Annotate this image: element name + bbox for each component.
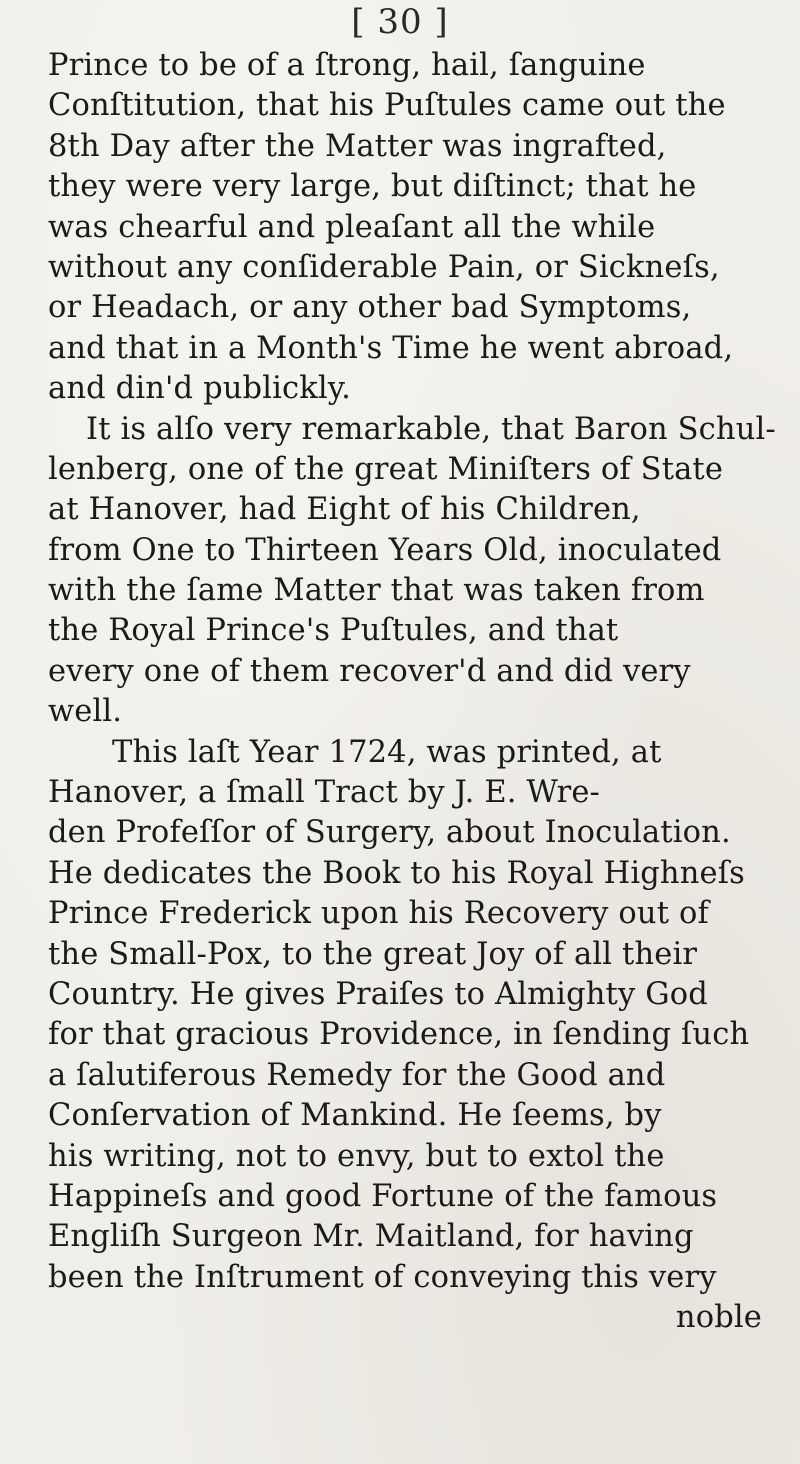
text-line: was chearful and pleaſant all the while	[48, 209, 656, 245]
text-line: from One to Thirteen Years Old, inoculated	[48, 532, 722, 568]
text-line: with the ſame Matter that was taken from	[48, 573, 705, 609]
body-text	[48, 46, 788, 1339]
catchword: noble	[675, 1300, 762, 1336]
text-line: lenberg, one of the great Miniſters of State	[48, 451, 724, 487]
text-line: He dedicates the Book to his Royal Highneſs	[48, 855, 745, 891]
text-line: Hanover, a ſmall Tract by J. E. Wre-	[48, 775, 600, 811]
text-line: Prince to be of a ſtrong, hail, ſanguine	[48, 48, 646, 83]
text-line: Happineſs and good Fortune of the famous	[48, 1178, 718, 1214]
text-line: This laſt Year 1724, was printed, at	[112, 734, 662, 770]
page-number: [ 30 ]	[351, 2, 449, 42]
text-line: they were very large, but diſtinct; that he	[48, 169, 697, 205]
text-line: the Royal Prince's Puſtules, and that	[48, 613, 619, 649]
text-line: well.	[48, 694, 123, 730]
text-line: Country. He gives Praiſes to Almighty God	[48, 976, 708, 1012]
text-line: or Headach, or any other bad Symptoms,	[48, 290, 692, 326]
text-line: a ſalutiferous Remedy for the Good and	[48, 1057, 666, 1093]
text-line: Prince Frederick upon his Recovery out of	[48, 896, 709, 932]
text-line: been the Inſtrument of conveying this very	[48, 1259, 717, 1295]
text-line: den Profeſſor of Surgery, about Inoculation.	[48, 815, 731, 851]
text-line: for that gracious Providence, in ſending ſuch	[48, 1017, 750, 1053]
text-line: 8th Day after the Matter was ingrafted,	[48, 128, 667, 164]
text-line: every one of them recover'd and did very	[48, 653, 691, 689]
text-line: Conſtitution, that his Puſtules came out the	[48, 88, 726, 124]
text-line: his writing, not to envy, but to extol the	[48, 1138, 665, 1174]
text-line: the Small-Pox, to the great Joy of all their	[48, 936, 698, 972]
text-line: It is alſo very remarkable, that Baron Schul-	[86, 411, 776, 447]
text-line: Engliſh Surgeon Mr. Maitland, for having	[48, 1219, 694, 1255]
text-line: at Hanover, had Eight of his Children,	[48, 492, 641, 528]
text-line: and that in a Month's Time he went abroad,	[48, 330, 734, 366]
text-line: without any conſiderable Pain, or Sickneſs,	[48, 249, 720, 285]
text-line: Conſervation of Mankind. He ſeems, by	[48, 1098, 662, 1134]
text-line: and din'd publickly.	[48, 371, 351, 407]
